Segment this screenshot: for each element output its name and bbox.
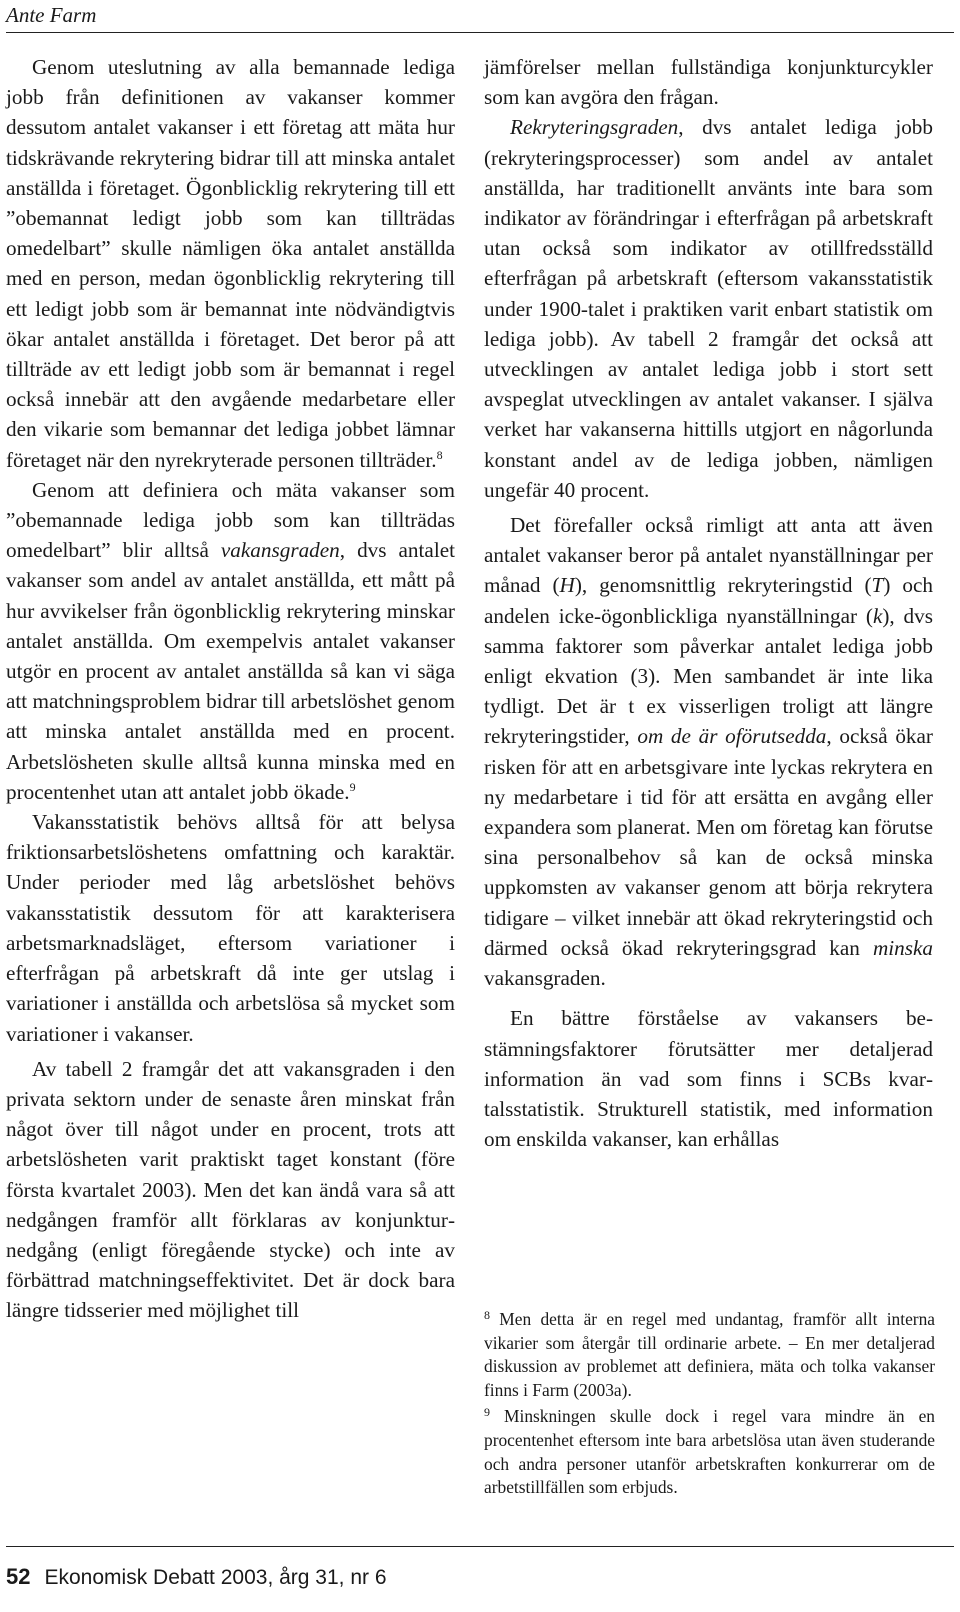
variable: T (871, 573, 884, 598)
paragraph: Av tabell 2 framgår det att vakansgraden i den privata sektorn under de senaste åren minskat från något över till något under en procent, trots att arbetslösheten varit praktiskt taget konstant (före första kvartalet 2003). Men det kan ändå vara så att nedgången framför allt förklaras av konjunkturnedgång (enligt föregående stycke) och inte av förbättrad matchningseffektivitet. Det är dock bara längre tidsserier med möjlighet till (6, 1056, 455, 1323)
paragraph-text: , dvs antalet lediga jobb (rekryteringsprocesser) som andel av antalet anställda, har traditionellt använts inte bara som indikator av förändringar i efterfrågan på arbetskraft utan också som indikator av otillfredsställd efterfrågan på arbetskraft (eftersom vakansstatistik under 1900-talet i praktiken varit enbart statistik om lediga jobb). Av tabell 2 framgår det också att utvecklingen av antalet lediga jobb i stort sett avspeglat utvecklingen av antalet vakanser. I själva verket har vakanserna hittills utgjort en någorlunda konstant andel av de lediga jobben, nämligen ungefär 40 procent. (484, 115, 933, 502)
paragraph: jämförelser mellan fullständiga konjunkturcykler som kan avgöra den frågan. (484, 55, 933, 110)
emphasis: minska (872, 935, 933, 960)
paragraph-text: ) och andelen icke-ögonblickliga nyanställningar ( (484, 573, 933, 628)
header-rule (6, 32, 954, 33)
emphasis: Rekryteringsgraden (510, 115, 679, 140)
variable: k (872, 603, 883, 628)
footnote-text: Men detta är en regel med undantag, framför allt interna vikarier som återgår till ordinarie arbete. – En mer detaljerad diskussion av problemet att definiera, mäta och tolka vakanser finns i Farm (2003a). (484, 1309, 935, 1400)
page-number: 52 (6, 1564, 31, 1589)
footnote-text: Minskningen skulle dock i regel vara mindre än en procentenhet eftersom inte bara arbetslösa utan även studerande och andra personer utanför arbetskraften konkurrerar om de arbetstillfällen som erbjuds. (484, 1406, 935, 1498)
footnote-number: 9 (484, 1405, 490, 1420)
footnote (484, 1405, 935, 1499)
paragraph-text: Genom uteslutning av alla bemannade lediga jobb från definitionen av vakanser kommer dessutom antalet vakanser i ett företag att mäta hur tidskrävande rekrytering bidrar till att minska antalet anställda i företaget. Ögonblicklig rekrytering till ett ”obemannat ledigt jobb som kan tillträdas omedelbart” skulle nämligen öka antalet anställda med en person, medan ögonblicklig rekrytering till ett ledigt jobb som är bemannat inte nödvändigtvis ökar antalet anställda i företaget. Det beror på att tillträde av ett ledigt jobb som är bemannat i regel också innebär att den avgående medarbetare eller den vikarie som bemannar det lediga jobbet lämnar företaget när den nyrekryterade personen tillträder. (6, 55, 455, 472)
footnotes (484, 1308, 935, 1500)
running-head: Ante Farm (6, 3, 97, 27)
footnote-number: 8 (484, 1308, 490, 1322)
variable: H (559, 573, 575, 598)
footnote (484, 1308, 935, 1402)
paragraph (484, 112, 933, 505)
footer-rule (6, 1546, 954, 1547)
emphasis: vakansgraden (220, 538, 340, 563)
left-column (6, 52, 455, 1326)
journal-name: Ekonomisk Debatt 2003, årg 31, nr 6 (44, 1566, 387, 1589)
right-column (484, 52, 933, 1154)
page-footer (6, 1563, 387, 1592)
paragraph: En bättre förståelse av vakansers bestämningsfaktorer förutsätter mer detaljerad information än vad som finns i SCBs kvartalsstatistik. Strukturell statistik, med information om enskilda vakanser, kan erhållas (484, 1006, 933, 1152)
paragraph (484, 510, 933, 993)
paragraph: Vakansstatistik behövs alltså för att belysa friktionsarbetslöshetens omfattning och karaktär. Under perioder med låg arbetslöshet behövs vakansstatistik dessutom för att karakterisera arbetsmarknadsläget, eftersom variationer i efterfrågan på arbetskraft då inte ger utslag i variationer i anställda och arbetslösa så mycket som variationer i vakanser. (6, 810, 455, 1046)
footnote-ref[interactable]: 9 (349, 779, 356, 794)
paragraph-text: Det förefaller också rimligt att anta att även antalet vakanser beror på antalet nyanställningar per månad ( (484, 513, 933, 598)
emphasis: om de är oförutsedda (637, 724, 827, 749)
paragraph (6, 475, 455, 807)
paragraph-text: Genom att definiera och mäta vakanser som ”obemannade lediga jobb som kan tillträdas omedelbart” blir alltså (6, 477, 455, 563)
paragraph (6, 52, 455, 475)
paragraph-text: ), dvs samma faktorer som påverkar antalet lediga jobb enligt ekvation (3). Men sambandet är inte lika tydligt. Det är t ex visserligen troligt att längre rekryteringstider, (484, 603, 933, 749)
paragraph-text: ), genomsnittlig rekryteringstid ( (574, 573, 872, 598)
paragraph-text: , också ökar risken för att en arbetsgivare inte lyckas rekrytera en ny medarbetare i tid för att ersätta en avgång eller expandera som planerat. Men om företag kan förutse sina personalbehov så kan de också minska uppkomsten av vakanser genom att börja rekrytera tidigare – vilket innebär att ökad rekryteringstid och därmed också ökad rekryteringsgrad kan (484, 724, 933, 960)
paragraph-text: vakansgraden. (484, 966, 606, 991)
footnote-ref[interactable]: 8 (436, 447, 443, 462)
paragraph-text: , dvs antalet vakanser som andel av antalet anställda, ett mått på hur avvikelser från ögonblicklig rekrytering minskar antalet anställda. Om exempelvis antalet vakanser utgör en procent av antalet anställda så kan vi säga att matchningsproblem bidrar till arbetslöshet genom att minska antalet anställda med en procent. Arbetslösheten skulle alltså kunna minska med en procentenhet utan att antalet jobb ökade. (6, 538, 455, 804)
